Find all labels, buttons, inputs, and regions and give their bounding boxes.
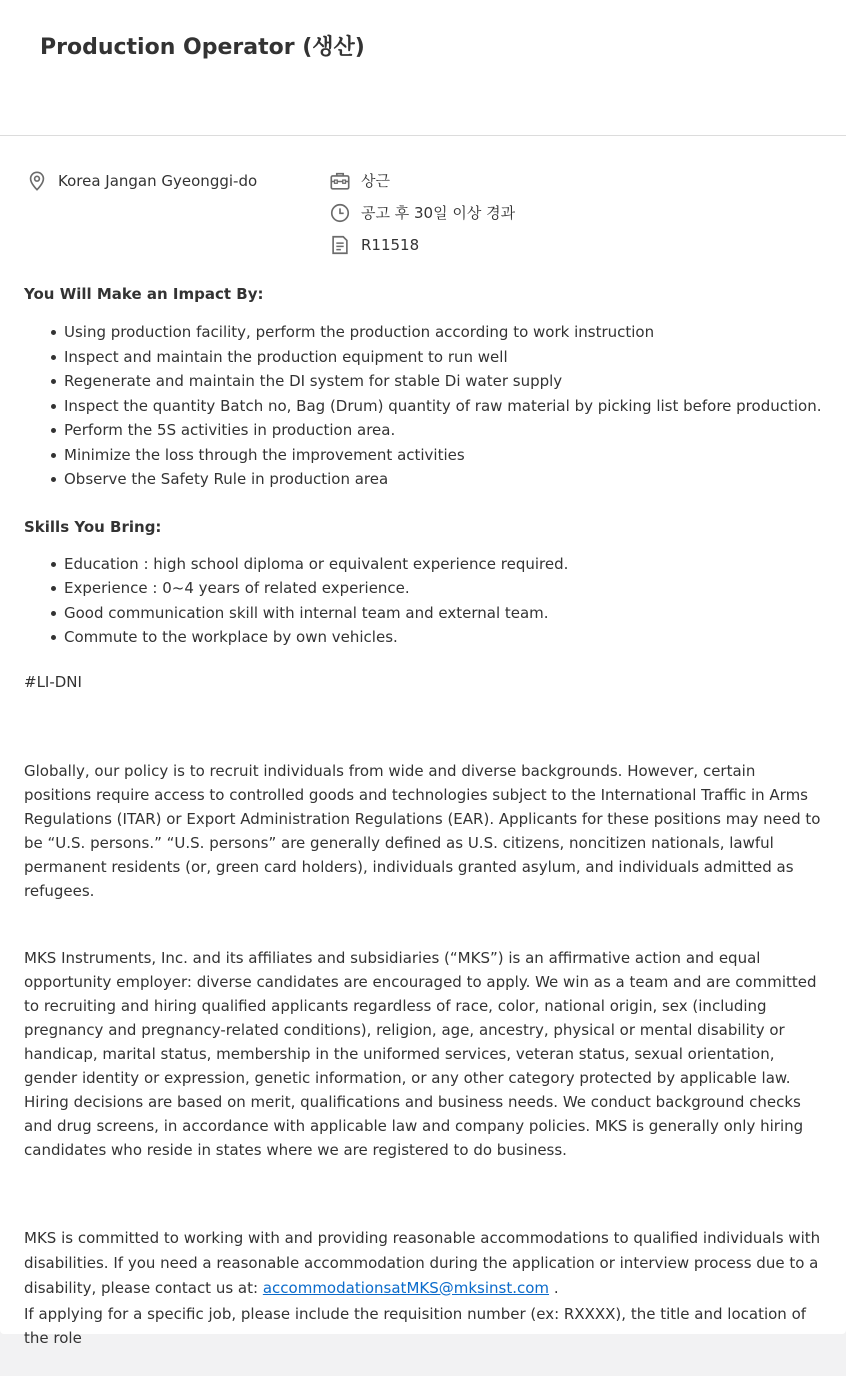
list-item: Commute to the workplace by own vehicles. [24, 625, 824, 650]
job-location [26, 170, 257, 192]
location-text: Korea Jangan Gyeonggi-do [58, 172, 258, 190]
list-item: Inspect and maintain the production equipment to run well [24, 345, 824, 370]
job-title: Production Operator (생산) [40, 35, 365, 60]
list-item: Good communication skill with internal team and external team. [24, 601, 824, 626]
eeo-paragraph: MKS Instruments, Inc. and its affiliates and subsidiaries (“MKS”) is an affirmative action and equal opportunity employer: diverse candidates are encouraged to apply. We win as a team and are committed to recruiting and hiring qualified applicants regardless of race, color, national origin, sex (including pregnancy and pregnancy-related conditions), religion, age, ancestry, physical or mental disability or handicap, marital status, membership in the uniformed services, veteran status, sexual orientation, gender identity or expression, genetic information, or any other category protected by applicable law. Hiring decisions are based on merit, qualifications and business needs. We conduct background checks and drug screens, in accordance with applicable law and company policies. MKS is generally only hiring candidates who reside in states where we are registered to do business. [24, 948, 817, 1159]
posted-text: 공고 후 30일 이상 경과 [361, 204, 516, 222]
job-header [0, 0, 846, 136]
list-item: Using production facility, perform the production according to work instruction [24, 320, 824, 345]
job-requisition [329, 234, 419, 256]
requisition-note: If applying for a specific job, please include the requisition number (ex: RXXXX), the title and location of the role [24, 1304, 807, 1347]
list-item: Regenerate and maintain the DI system for stable Di water supply [24, 369, 824, 394]
impact-heading: You Will Make an Impact By: [24, 285, 264, 303]
skills-heading: Skills You Bring: [24, 517, 162, 536]
location-pin-icon [26, 170, 48, 192]
document-icon [329, 234, 351, 256]
list-item: Perform the 5S activities in production area. [24, 418, 824, 443]
job-description [24, 282, 824, 1350]
requisition-text: R11518 [361, 236, 420, 254]
impact-list [24, 320, 824, 492]
accommodation-email-link[interactable]: accommodationsatMKS@mksinst.com [262, 1278, 550, 1297]
list-item: Observe the Safety Rule in production area [24, 467, 824, 492]
accommodation-text: MKS is committed to working with and providing reasonable accommodations to qualified individuals with disabilities. If you need a reasonable accommodation during the application or interview process due to a disability, please contact us at: [24, 1228, 821, 1297]
list-item: Minimize the loss through the improvement activities [24, 443, 824, 468]
job-posted-date [329, 202, 515, 224]
list-item: Experience : 0~4 years of related experience. [24, 576, 824, 601]
policy-paragraph: Globally, our policy is to recruit individuals from wide and diverse backgrounds. However, certain positions require access to controlled goods and technologies subject to the International Traffic in Arms Regulations (ITAR) or Export Administration Regulations (EAR). Applicants for these positions may need to be “U.S. persons.” “U.S. persons” are generally defined as U.S. citizens, noncitizen nationals, lawful permanent residents (or, green card holders), individuals granted asylum, and individuals admitted as refugees. [24, 761, 821, 900]
briefcase-icon [329, 170, 351, 192]
clock-icon [329, 202, 351, 224]
accommodation-suffix: . [553, 1278, 559, 1297]
skills-list [24, 552, 824, 650]
list-item: Education : high school diploma or equivalent experience required. [24, 552, 824, 577]
accommodation-paragraph [24, 1226, 824, 1301]
hashtag: #LI-DNI [24, 672, 82, 691]
list-item: Inspect the quantity Batch no, Bag (Drum) quantity of raw material by picking list before production. [24, 394, 824, 419]
employment-type-text: 상근 [361, 172, 390, 190]
job-employment-type [329, 170, 390, 192]
